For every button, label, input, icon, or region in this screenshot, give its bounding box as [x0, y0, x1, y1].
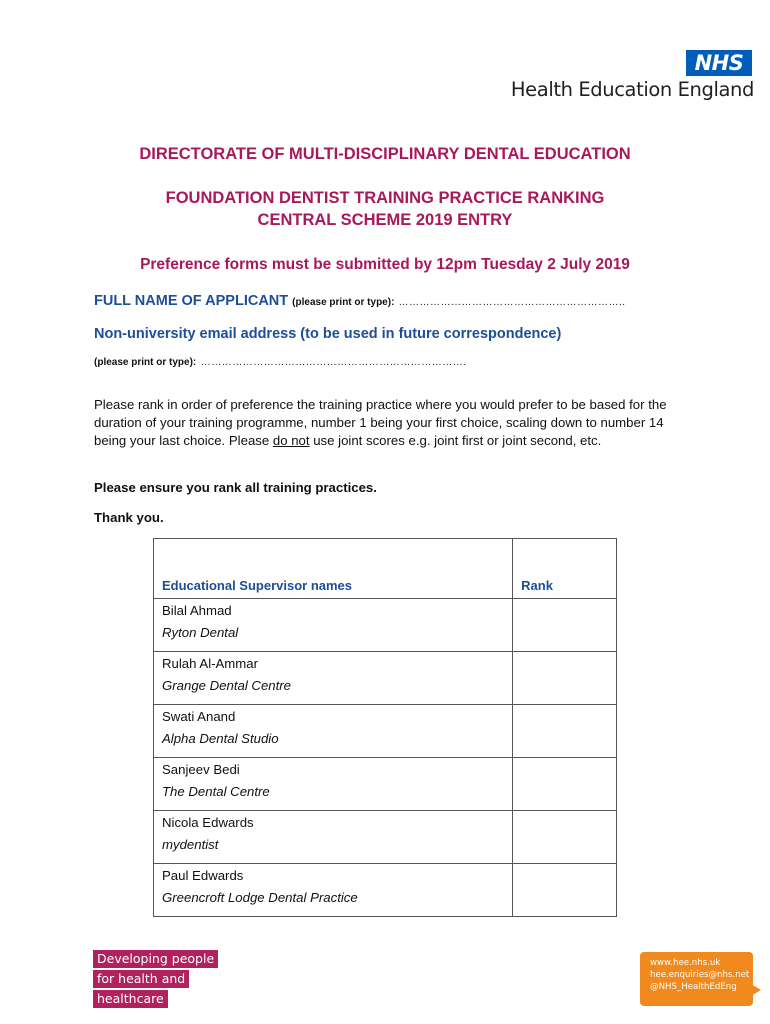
email-label: Non-university email address (to be used in future correspondence)	[94, 326, 562, 342]
scheme-title-line1: FOUNDATION DENTIST TRAINING PRACTICE RANKING	[165, 189, 605, 207]
ensure-note: Please ensure you rank all training practices.	[94, 480, 377, 495]
rank-cell[interactable]	[513, 811, 617, 864]
directorate-title: DIRECTORATE OF MULTI-DISCIPLINARY DENTAL EDUCATION	[139, 145, 631, 163]
practice-name: mydentist	[162, 837, 219, 852]
deadline-notice: Preference forms must be submitted by 12pm Tuesday 2 July 2019	[140, 256, 630, 273]
rank-cell[interactable]	[513, 758, 617, 811]
practice-name: Greencroft Lodge Dental Practice	[162, 890, 358, 905]
thanks-note: Thank you.	[94, 510, 164, 525]
applicant-name-hint: (please print or type):	[292, 297, 395, 308]
rank-cell[interactable]	[513, 705, 617, 758]
applicant-name-label: FULL NAME OF APPLICANT	[94, 293, 289, 309]
website-link[interactable]: www.hee.nhs.uk	[650, 958, 721, 968]
twitter-handle[interactable]: @NHS_HealthEdEng	[650, 982, 737, 992]
email-link[interactable]: hee.enquiries@nhs.net	[650, 970, 750, 980]
table-row	[154, 652, 617, 705]
practice-name: Grange Dental Centre	[162, 678, 292, 693]
practice-name: Alpha Dental Studio	[162, 731, 279, 746]
rank-cell[interactable]	[513, 652, 617, 705]
applicant-name-field	[94, 293, 626, 309]
applicant-name-input-line[interactable]: ………………………………………………………..	[398, 297, 626, 308]
tagline-line: healthcare	[93, 990, 168, 1008]
supervisor-name: Nicola Edwards	[162, 815, 254, 830]
tagline-line: Developing people	[93, 950, 218, 968]
table-row	[154, 811, 617, 864]
instructions-paragraph	[94, 396, 674, 450]
table-header-row	[154, 539, 617, 599]
practice-name: The Dental Centre	[162, 784, 270, 799]
tagline-line: for health and	[93, 970, 189, 988]
rank-cell[interactable]	[513, 599, 617, 652]
rank-column-header: Rank	[513, 539, 617, 599]
email-hint: (please print or type):	[94, 357, 197, 368]
instructions-part1: Please rank in order of preference the training practice where you would prefer to be based for the duration of your training programme, number 1 being your first choice, scaling down to number 14 being your last choice. Please	[94, 397, 667, 448]
supervisor-name: Swati Anand	[162, 709, 236, 724]
organisation-name: Health Education England	[510, 78, 754, 101]
contact-box	[640, 952, 753, 1006]
ranking-table	[153, 538, 617, 917]
table-row	[154, 705, 617, 758]
supervisor-column-header: Educational Supervisor names	[154, 539, 513, 599]
email-field	[94, 352, 466, 370]
supervisor-name: Sanjeev Bedi	[162, 762, 240, 777]
rank-cell[interactable]	[513, 864, 617, 917]
table-row	[154, 599, 617, 652]
scheme-title-line2: CENTRAL SCHEME 2019 ENTRY	[257, 211, 513, 229]
email-input-line[interactable]: ………………………………………………………………….	[200, 357, 467, 368]
supervisor-name: Paul Edwards	[162, 868, 244, 883]
tagline	[93, 950, 218, 1010]
table-row	[154, 864, 617, 917]
instructions-part2: use joint scores e.g. joint first or joint second, etc.	[309, 433, 602, 448]
supervisor-name: Rulah Al-Ammar	[162, 656, 259, 671]
practice-name: Ryton Dental	[162, 625, 239, 640]
supervisor-name: Bilal Ahmad	[162, 603, 232, 618]
table-row	[154, 758, 617, 811]
nhs-logo: NHS	[686, 50, 752, 76]
instructions-underlined: do not	[272, 433, 310, 448]
